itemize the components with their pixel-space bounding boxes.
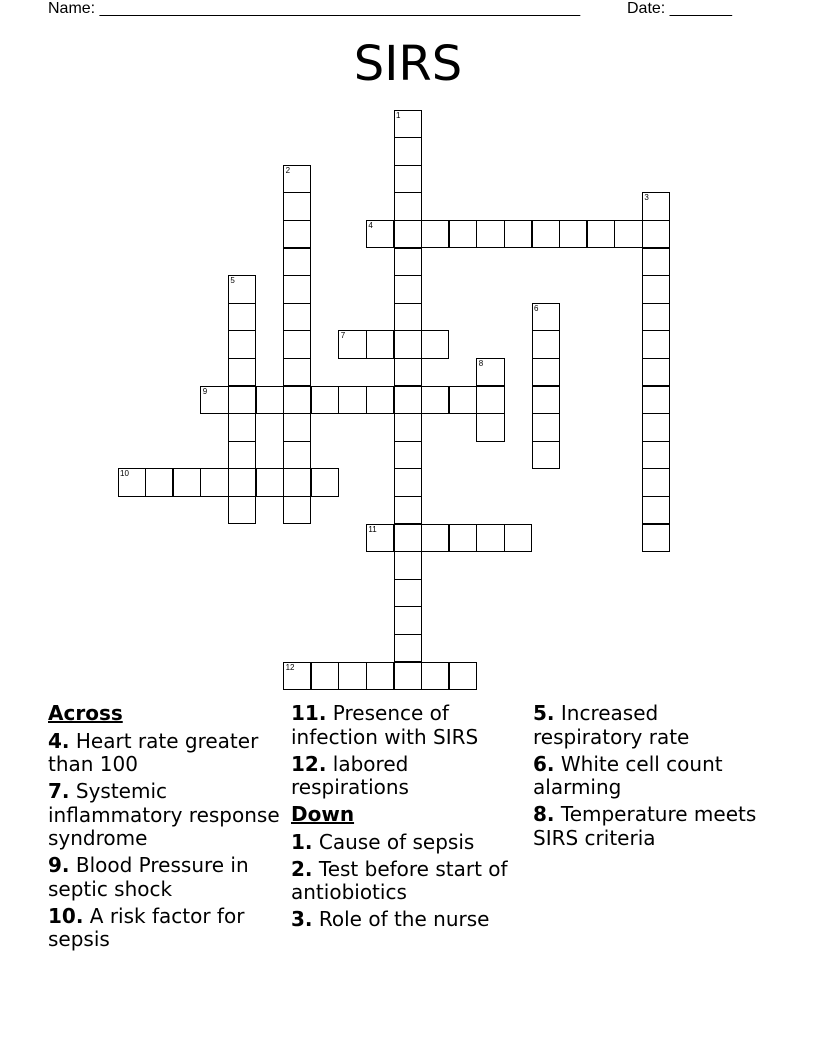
crossword-cell[interactable] (338, 386, 366, 415)
crossword-cell[interactable] (504, 220, 532, 249)
crossword-cell[interactable] (421, 330, 449, 359)
clue-across-11: 11. Presence of infection with SIRS (291, 701, 479, 749)
crossword-cell[interactable] (532, 441, 560, 470)
crossword-cell[interactable] (283, 413, 311, 442)
crossword-cell[interactable] (476, 524, 504, 553)
crossword-cell[interactable] (283, 303, 311, 332)
clue-number: 3 (644, 193, 649, 203)
clue-number: 1 (396, 110, 401, 120)
crossword-cell[interactable] (587, 220, 615, 249)
crossword-cell[interactable] (642, 496, 670, 525)
crossword-cell[interactable] (642, 303, 670, 332)
crossword-cell[interactable] (394, 330, 422, 359)
crossword-cell[interactable] (394, 551, 422, 580)
crossword-cell[interactable] (642, 386, 670, 415)
clues-column-3 (533, 702, 765, 854)
crossword-cell[interactable] (642, 524, 670, 553)
clue-down-5: 5. Increased respiratory rate (533, 701, 690, 749)
crossword-cell[interactable] (283, 275, 311, 304)
date-field-label: Date: _______ (627, 0, 732, 17)
crossword-cell[interactable] (366, 330, 394, 359)
clue-number: 7 (340, 331, 346, 341)
crossword-cell[interactable] (311, 468, 339, 497)
crossword-cell[interactable] (283, 192, 311, 221)
crossword-cell[interactable] (449, 220, 477, 249)
crossword-cell[interactable] (256, 386, 284, 415)
crossword-cell[interactable] (228, 330, 256, 359)
crossword-cell[interactable] (476, 386, 504, 415)
crossword-cell[interactable] (642, 248, 670, 277)
crossword-cell[interactable] (283, 358, 311, 387)
crossword-cell[interactable] (394, 662, 422, 691)
crossword-cell[interactable] (394, 192, 422, 221)
crossword-cell[interactable] (283, 662, 311, 691)
crossword-cell[interactable] (228, 441, 256, 470)
crossword-cell[interactable] (283, 386, 311, 415)
crossword-cell[interactable] (228, 386, 256, 415)
crossword-cell[interactable] (394, 524, 422, 553)
clue-number: 9 (202, 386, 208, 396)
crossword-cell[interactable] (118, 468, 146, 497)
clue-across-10: 10. A risk factor for sepsis (48, 903, 245, 951)
crossword-cell[interactable] (421, 524, 449, 553)
clue-number: 8 (478, 358, 484, 368)
crossword-cell[interactable] (394, 110, 422, 139)
crossword-cell[interactable] (366, 220, 394, 249)
clue-across-9: 9. Blood Pressure in septic shock (48, 853, 249, 901)
crossword-cell[interactable] (228, 468, 256, 497)
crossword-cell[interactable] (476, 413, 504, 442)
crossword-cell[interactable] (421, 386, 449, 415)
clue-number: 12 (285, 662, 295, 672)
crossword-cell[interactable] (283, 220, 311, 249)
crossword-cell[interactable] (228, 303, 256, 332)
crossword-cell[interactable] (642, 220, 670, 249)
crossword-cell[interactable] (642, 441, 670, 470)
crossword-cell[interactable] (145, 468, 173, 497)
clue-down-2: 2. Test before start of antiobiotics (291, 856, 508, 904)
crossword-cell[interactable] (394, 165, 422, 194)
name-field-label: Name: ______________________________________________________ (48, 0, 581, 17)
crossword-cell[interactable] (338, 330, 366, 359)
crossword-cell[interactable] (394, 606, 422, 635)
crossword-cell[interactable] (283, 468, 311, 497)
crossword-cell[interactable] (338, 662, 366, 691)
crossword-cell[interactable] (642, 413, 670, 442)
clue-across-12: 12. labored respirations (291, 751, 409, 799)
crossword-cell[interactable] (283, 441, 311, 470)
crossword-cell[interactable] (228, 496, 256, 525)
clue-number: 10 (120, 469, 129, 479)
crossword-cell[interactable] (394, 137, 422, 166)
crossword-cell[interactable] (476, 220, 504, 249)
crossword-cell[interactable] (642, 192, 670, 221)
crossword-cell[interactable] (394, 386, 422, 415)
crossword-cell[interactable] (614, 220, 642, 249)
crossword-cell[interactable] (394, 358, 422, 387)
clue-across-7: 7. Systemic inflammatory response syndrome (48, 779, 280, 850)
clue-number: 11 (368, 524, 377, 534)
crossword-cell[interactable] (532, 330, 560, 359)
clue-across-4: 4. Heart rate greater than 100 (48, 728, 259, 776)
crossword-cell[interactable] (394, 496, 422, 525)
crossword-cell[interactable] (642, 275, 670, 304)
crossword-cell[interactable] (642, 358, 670, 387)
clue-down-6: 6. White cell count alarming (533, 751, 723, 799)
crossword-cell[interactable] (283, 496, 311, 525)
clues-column-2 (291, 702, 523, 935)
clue-number: 5 (230, 276, 235, 286)
crossword-cell[interactable] (283, 165, 311, 194)
across-heading: Across (48, 701, 123, 725)
crossword-cell[interactable] (283, 248, 311, 277)
crossword-cell[interactable] (642, 330, 670, 359)
crossword-cell[interactable] (421, 662, 449, 691)
crossword-cell[interactable] (394, 248, 422, 277)
crossword-cell[interactable] (449, 662, 477, 691)
crossword-cell[interactable] (311, 386, 339, 415)
crossword-cell[interactable] (532, 386, 560, 415)
clue-down-1: 1. Cause of sepsis (291, 829, 475, 854)
clue-down-8: 8. Temperature meets SIRS criteria (533, 802, 757, 850)
crossword-cell[interactable] (394, 220, 422, 249)
crossword-cell[interactable] (200, 468, 228, 497)
crossword-cell[interactable] (366, 662, 394, 691)
crossword-cell[interactable] (532, 358, 560, 387)
crossword-cell[interactable] (366, 524, 394, 553)
crossword-cell[interactable] (532, 220, 560, 249)
crossword-cell[interactable] (532, 413, 560, 442)
crossword-cell[interactable] (394, 413, 422, 442)
crossword-cell[interactable] (394, 303, 422, 332)
crossword-cell[interactable] (173, 468, 201, 497)
crossword-cell[interactable] (311, 662, 339, 691)
crossword-cell[interactable] (366, 386, 394, 415)
crossword-cell[interactable] (394, 634, 422, 663)
crossword-cell[interactable] (476, 358, 504, 387)
clue-down-3: 3. Role of the nurse (291, 907, 490, 931)
crossword-cell[interactable] (228, 358, 256, 387)
crossword-cell[interactable] (532, 303, 560, 332)
crossword-cell[interactable] (283, 330, 311, 359)
crossword-cell[interactable] (421, 220, 449, 249)
crossword-cell[interactable] (394, 468, 422, 497)
crossword-cell[interactable] (228, 275, 256, 304)
down-heading: Down (291, 802, 355, 826)
crossword-cell[interactable] (504, 524, 532, 553)
clues-column-1 (48, 702, 280, 955)
crossword-cell[interactable] (228, 413, 256, 442)
crossword-cell[interactable] (394, 579, 422, 608)
crossword-cell[interactable] (394, 275, 422, 304)
clue-number: 4 (368, 220, 373, 230)
crossword-cell[interactable] (200, 386, 228, 415)
page-title: SIRS (353, 36, 463, 92)
crossword-cell[interactable] (642, 468, 670, 497)
crossword-cell[interactable] (256, 468, 284, 497)
crossword-cell[interactable] (449, 386, 477, 415)
crossword-cell[interactable] (449, 524, 477, 553)
clue-number: 2 (285, 165, 291, 175)
crossword-cell[interactable] (559, 220, 587, 249)
crossword-cell[interactable] (394, 441, 422, 470)
clue-number: 6 (534, 303, 539, 313)
